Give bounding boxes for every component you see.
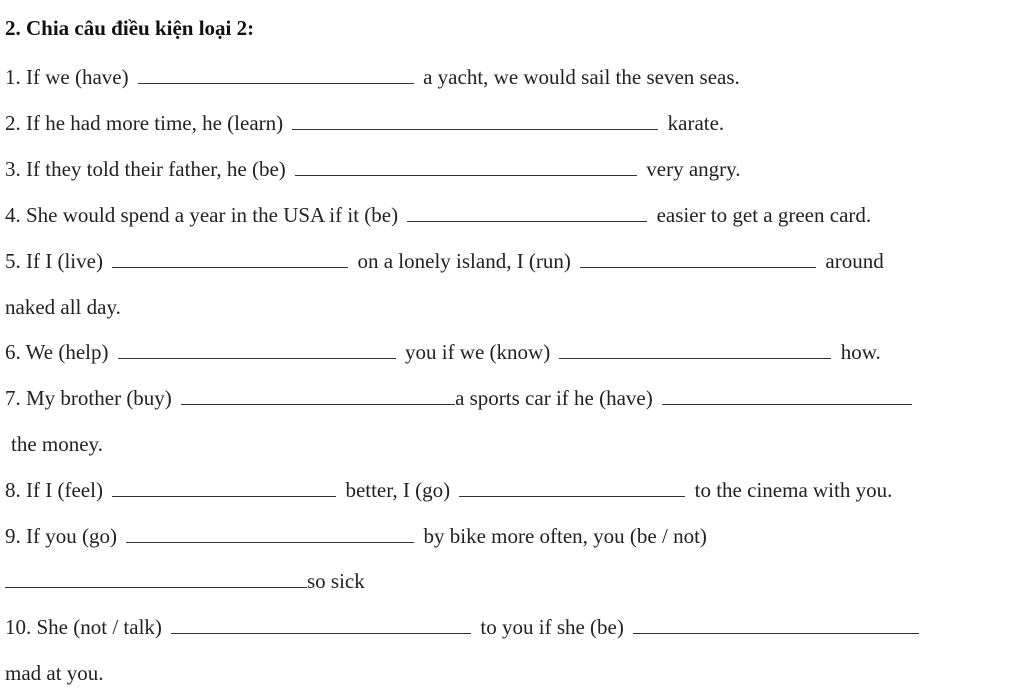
sentence-1-part-a: 1. If we (have) <box>5 65 129 89</box>
sentence-8-part-b: better, I (go) <box>345 478 451 502</box>
sentence-6 <box>5 337 881 367</box>
answer-blank-6b[interactable] <box>559 338 831 359</box>
exercise-title: 2. Chia câu điều kiện loại 2: <box>5 16 255 40</box>
sentence-8 <box>5 475 892 505</box>
answer-blank-10a[interactable] <box>171 613 471 634</box>
answer-blank-7a[interactable] <box>181 384 455 405</box>
answer-blank-5a[interactable] <box>112 247 348 268</box>
sentence-5-part-a: 5. If I (live) <box>5 249 103 273</box>
sentence-9-part-a: 9. If you (go) <box>5 524 117 548</box>
sentence-7-part-a: 7. My brother (buy) <box>5 386 172 410</box>
answer-blank-1[interactable] <box>138 63 414 84</box>
sentence-6-part-b: you if we (know) <box>404 340 551 364</box>
answer-blank-9a[interactable] <box>126 522 414 543</box>
answer-blank-8b[interactable] <box>459 476 685 497</box>
sentence-4 <box>5 200 871 230</box>
answer-blank-8a[interactable] <box>112 476 336 497</box>
sentence-10-part-b: to you if she (be) <box>480 615 624 639</box>
sentence-3-part-a: 3. If they told their father, he (be) <box>5 157 286 181</box>
answer-blank-3[interactable] <box>295 155 637 176</box>
answer-blank-9b[interactable] <box>5 567 307 588</box>
sentence-2-part-b: karate. <box>667 111 725 135</box>
sentence-5-part-c: around <box>825 249 884 273</box>
sentence-9 <box>5 521 707 551</box>
sentence-5-continued: naked all day. <box>5 295 121 319</box>
sentence-6-part-c: how. <box>840 340 881 364</box>
sentence-4-part-b: easier to get a green card. <box>656 203 872 227</box>
sentence-7 <box>5 383 916 413</box>
sentence-3-part-b: very angry. <box>646 157 741 181</box>
answer-blank-7b[interactable] <box>662 384 912 405</box>
answer-blank-10b[interactable] <box>633 613 919 634</box>
sentence-2-part-a: 2. If he had more time, he (learn) <box>5 111 284 135</box>
sentence-8-part-c: to the cinema with you. <box>694 478 893 502</box>
answer-blank-2[interactable] <box>292 109 658 130</box>
sentence-10 <box>5 612 923 642</box>
sentence-5 <box>5 246 884 276</box>
sentence-9-part-b: by bike more often, you (be / not) <box>423 524 707 548</box>
sentence-1 <box>5 62 740 92</box>
sentence-7-continued: the money. <box>11 432 103 456</box>
answer-blank-5b[interactable] <box>580 247 816 268</box>
sentence-9-continued <box>5 566 365 596</box>
sentence-10-continued: mad at you. <box>5 661 104 685</box>
sentence-2 <box>5 108 724 138</box>
sentence-3 <box>5 154 741 184</box>
sentence-10-part-a: 10. She (not / talk) <box>5 615 162 639</box>
answer-blank-4[interactable] <box>407 201 647 222</box>
sentence-8-part-a: 8. If I (feel) <box>5 478 103 502</box>
sentence-4-part-a: 4. She would spend a year in the USA if it (be) <box>5 203 399 227</box>
sentence-5-part-b: on a lonely island, I (run) <box>357 249 571 273</box>
answer-blank-6a[interactable] <box>118 338 396 359</box>
sentence-9-part-c: so sick <box>307 569 365 593</box>
sentence-1-part-b: a yacht, we would sail the seven seas. <box>423 65 740 89</box>
sentence-7-part-b: a sports car if he (have) <box>455 386 653 410</box>
sentence-6-part-a: 6. We (help) <box>5 340 109 364</box>
